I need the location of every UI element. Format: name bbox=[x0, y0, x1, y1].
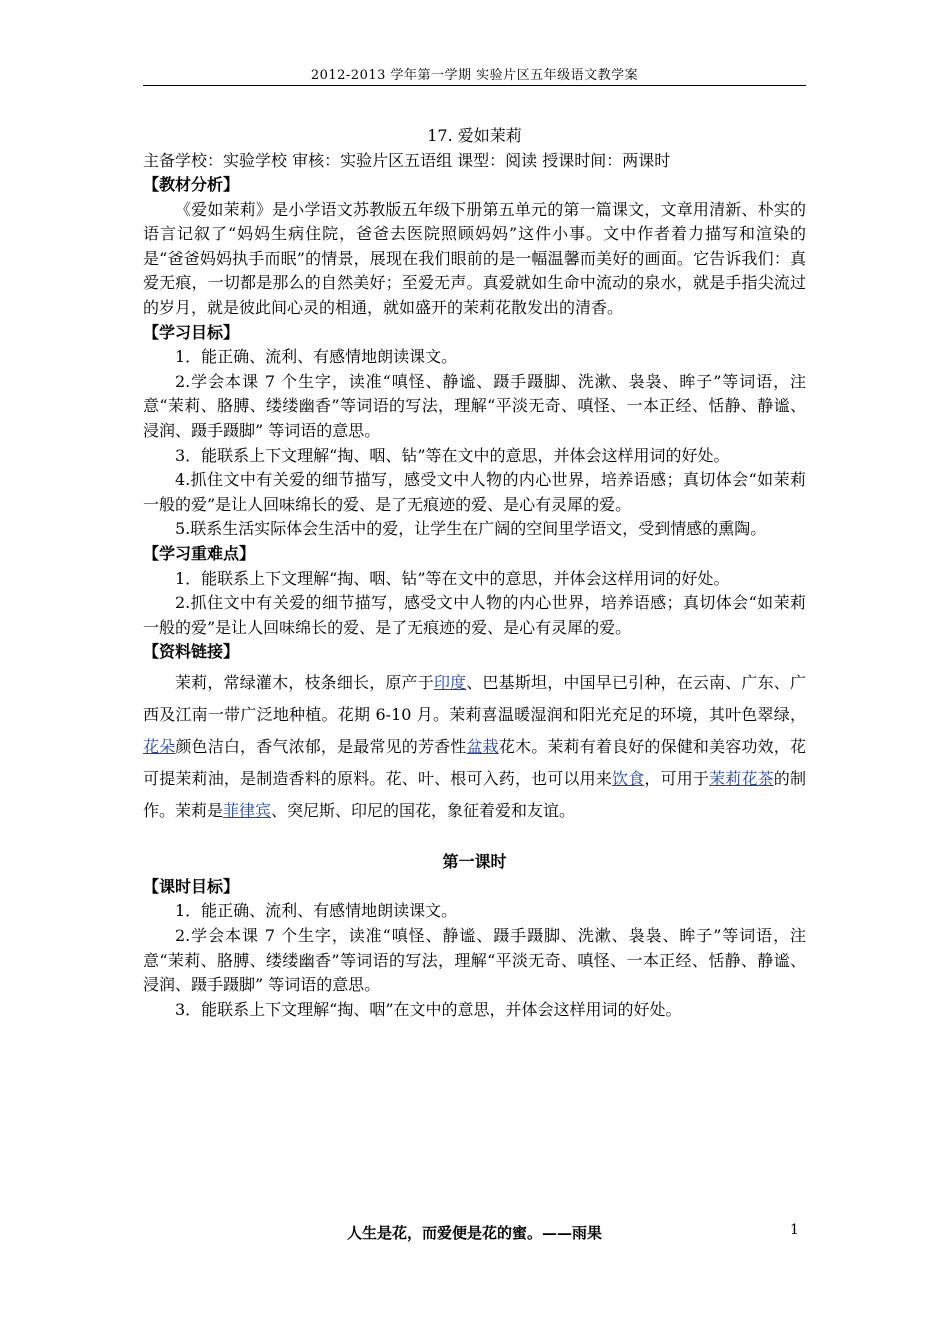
keypoint-item: 2.抓住文中有关爱的细节描写，感受文中人物的内心世界，培养语感；真切体会“如茉莉一般的爱”是让人回味绵长的爱、是了无痕迹的爱、是心有灵犀的爱。 bbox=[143, 593, 806, 637]
objective-item: 5.联系生活实际体会生活中的爱，让学生在广阔的空间里学语文，受到情感的熏陶。 bbox=[175, 519, 767, 539]
link-food[interactable]: 饮食 bbox=[612, 768, 645, 788]
resource-text: 、突尼斯、印尼的国花，象征着爱和友谊。 bbox=[271, 800, 576, 820]
resource-text: 、巴基斯坦，中国早已引种，在云南、广东、广西及江南一带广泛地种植。花期 6-10 月。茉莉喜温暖湿润和阳光充足的环境，其叶色翠绿， bbox=[143, 672, 806, 724]
objective-item: 1．能正确、流利、有感情地朗读课文。 bbox=[175, 347, 458, 367]
lesson-objective-item: 1．能正确、流利、有感情地朗读课文。 bbox=[175, 901, 458, 921]
analysis-paragraph: 《爱如茉莉》是小学语文苏教版五年级下册第五单元的第一篇课文，文章用清新、朴实的语言记叙了“妈妈生病住院，爸爸去医院照顾妈妈”这件小事。文中作者着力描写和渲染的是“爸爸妈妈执手而眠”的情景，展现在我们眼前的是一幅温馨而美好的画面。它告诉我们：真爱无痕，一切都是那么的自然美好；至爱无声。真爱就如生命中流动的泉水，就是手指尖流过的岁月，就是彼此间心灵的相通，就如盛开的茉莉花散发出的清香。 bbox=[143, 199, 806, 317]
resource-paragraph bbox=[143, 667, 806, 827]
lesson-objective-item: 2.学会本课 7 个生字，读准“嗔怪、静谧、蹑手蹑脚、洗漱、袅袅、眸子”等词语，注意“茉莉、胳膊、缕缕幽香”等词语的写法，理解“平淡无奇、嗔怪、一本正经、恬静、静谧、浸润、蹑手蹑脚” 等词语的意思。 bbox=[143, 926, 806, 995]
document-body bbox=[143, 123, 806, 1022]
keypoint-item: 1．能联系上下文理解“掏、咽、钻”等在文中的意思，并体会这样用词的好处。 bbox=[175, 568, 730, 588]
link-flower[interactable]: 花朵 bbox=[143, 736, 176, 756]
lesson-objective-item: 3．能联系上下文理解“掏、咽”在文中的意思，并体会这样用词的好处。 bbox=[175, 999, 682, 1019]
header-divider bbox=[143, 85, 806, 86]
footer-quote: 人生是花，而爱便是花的蜜。——雨果 bbox=[346, 1224, 602, 1242]
objective-item: 3．能联系上下文理解“掏、咽、钻”等在文中的意思，并体会这样用词的好处。 bbox=[175, 445, 730, 465]
page-header: 2012-2013 学年第一学期 实验片区五年级语文教学案 bbox=[310, 68, 639, 83]
section-heading-lesson-objectives: 【课时目标】 bbox=[143, 876, 240, 896]
resource-text: ，可用于 bbox=[644, 768, 710, 788]
resource-text: 的制作。茉莉是 bbox=[143, 768, 806, 820]
lesson-heading-first-period: 第一课时 bbox=[442, 851, 507, 871]
meta-line: 主备学校：实验学校 审核：实验片区五语组 课型：阅读 授课时间：两课时 bbox=[143, 151, 671, 170]
resource-text: 茉莉，常绿灌木，枝条细长，原产于 bbox=[175, 672, 434, 692]
section-heading-resources: 【资料链接】 bbox=[143, 642, 240, 662]
objective-item: 4.抓住文中有关爱的细节描写，感受文中人物的内心世界，培养语感；真切体会“如茉莉一般的爱”是让人回味绵长的爱、是了无痕迹的爱、是心有灵犀的爱。 bbox=[143, 470, 806, 514]
resource-text: 颜色洁白，香气浓郁，是最常见的芳香性 bbox=[175, 736, 467, 756]
objective-item: 2.学会本课 7 个生字，读准“嗔怪、静谧、蹑手蹑脚、洗漱、袅袅、眸子”等词语，注意“茉莉、胳膊、缕缕幽香”等词语的写法，理解“平淡无奇、嗔怪、一本正经、恬静、静谧、浸润、蹑手蹑脚” 等词语的意思。 bbox=[143, 371, 806, 440]
section-heading-analysis: 【教材分析】 bbox=[143, 175, 240, 194]
section-heading-keypoints: 【学习重难点】 bbox=[143, 543, 256, 563]
lesson-plan-title: 17. 爱如茉莉 bbox=[427, 126, 522, 145]
link-philippines[interactable]: 菲律宾 bbox=[223, 800, 272, 820]
page-number: 1 bbox=[790, 1222, 799, 1238]
section-heading-objectives: 【学习目标】 bbox=[143, 322, 240, 342]
link-potted-plant[interactable]: 盆栽 bbox=[466, 736, 499, 756]
link-india[interactable]: 印度 bbox=[433, 672, 467, 692]
link-jasmine-tea[interactable]: 茉莉花茶 bbox=[709, 768, 774, 788]
resource-text: 花木。茉莉有着良好的保健和美容功效，花可提茉莉油，是制造香料的原料。花、叶、根可入药，也可以用来 bbox=[143, 736, 806, 788]
